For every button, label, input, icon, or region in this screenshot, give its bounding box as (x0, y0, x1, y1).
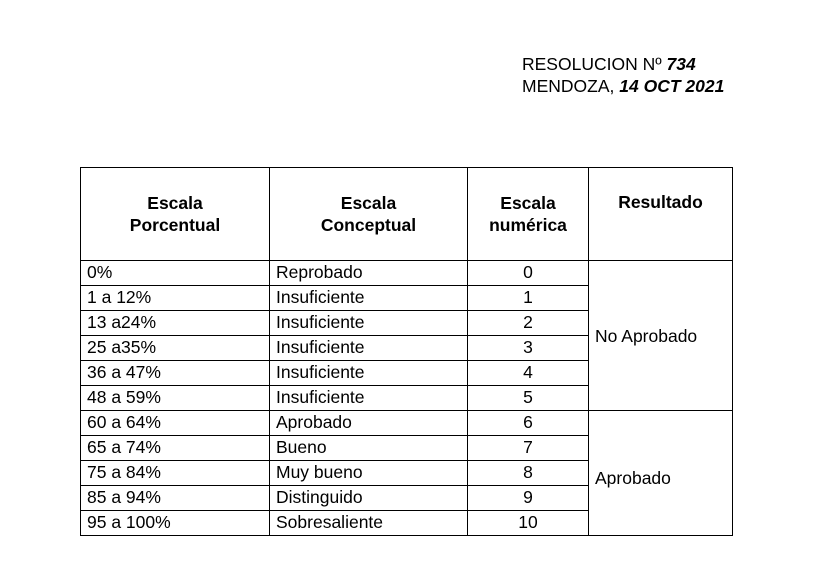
cell-porcentual: 48 a 59% (81, 386, 270, 411)
cell-conceptual: Bueno (270, 436, 468, 461)
cell-porcentual: 25 a35% (81, 336, 270, 361)
cell-porcentual: 60 a 64% (81, 411, 270, 436)
cell-numerica: 7 (468, 436, 589, 461)
header-escala-conceptual (270, 168, 468, 261)
cell-porcentual: 65 a 74% (81, 436, 270, 461)
cell-conceptual: Insuficiente (270, 286, 468, 311)
cell-numerica: 2 (468, 311, 589, 336)
resolution-label: RESOLUCION Nº (522, 54, 662, 74)
header-conceptual-line2: Conceptual (320, 215, 417, 235)
table-row (81, 261, 733, 286)
header-resultado: Resultado (589, 168, 733, 261)
cell-conceptual: Aprobado (270, 411, 468, 436)
cell-numerica: 4 (468, 361, 589, 386)
grading-scale-table (80, 167, 733, 536)
cell-numerica: 8 (468, 461, 589, 486)
cell-conceptual: Muy bueno (270, 461, 468, 486)
city-label: MENDOZA, (522, 76, 615, 96)
header-escala-porcentual (81, 168, 270, 261)
header-escala-numerica (468, 168, 589, 261)
cell-porcentual: 95 a 100% (81, 511, 270, 536)
cell-porcentual: 1 a 12% (81, 286, 270, 311)
cell-numerica: 10 (468, 511, 589, 536)
cell-numerica: 3 (468, 336, 589, 361)
cell-conceptual: Insuficiente (270, 386, 468, 411)
table-row (81, 411, 733, 436)
cell-resultado-no-aprobado: No Aprobado (589, 261, 733, 411)
cell-resultado-aprobado: Aprobado (589, 411, 733, 536)
cell-conceptual: Reprobado (270, 261, 468, 286)
cell-numerica: 5 (468, 386, 589, 411)
resolution-date: 14 OCT 2021 (619, 76, 725, 96)
cell-conceptual: Distinguido (270, 486, 468, 511)
cell-conceptual: Insuficiente (270, 361, 468, 386)
cell-numerica: 6 (468, 411, 589, 436)
cell-porcentual: 0% (81, 261, 270, 286)
header-porcentual-line1: Escala (147, 193, 203, 213)
document-header (522, 53, 724, 97)
header-conceptual-line1: Escala (340, 193, 397, 213)
cell-porcentual: 85 a 94% (81, 486, 270, 511)
cell-porcentual: 36 a 47% (81, 361, 270, 386)
table-header-row (81, 168, 733, 261)
cell-numerica: 9 (468, 486, 589, 511)
cell-porcentual: 75 a 84% (81, 461, 270, 486)
cell-numerica: 0 (468, 261, 589, 286)
cell-porcentual: 13 a24% (81, 311, 270, 336)
header-porcentual-line2: Porcentual (129, 215, 221, 235)
cell-conceptual: Sobresaliente (270, 511, 468, 536)
header-numerica-line1: Escala (500, 193, 556, 213)
resolution-number: 734 (666, 54, 696, 74)
resolution-line (522, 53, 724, 75)
header-numerica-line2: numérica (489, 215, 567, 235)
city-date-line (522, 75, 724, 97)
cell-numerica: 1 (468, 286, 589, 311)
cell-conceptual: Insuficiente (270, 311, 468, 336)
cell-conceptual: Insuficiente (270, 336, 468, 361)
